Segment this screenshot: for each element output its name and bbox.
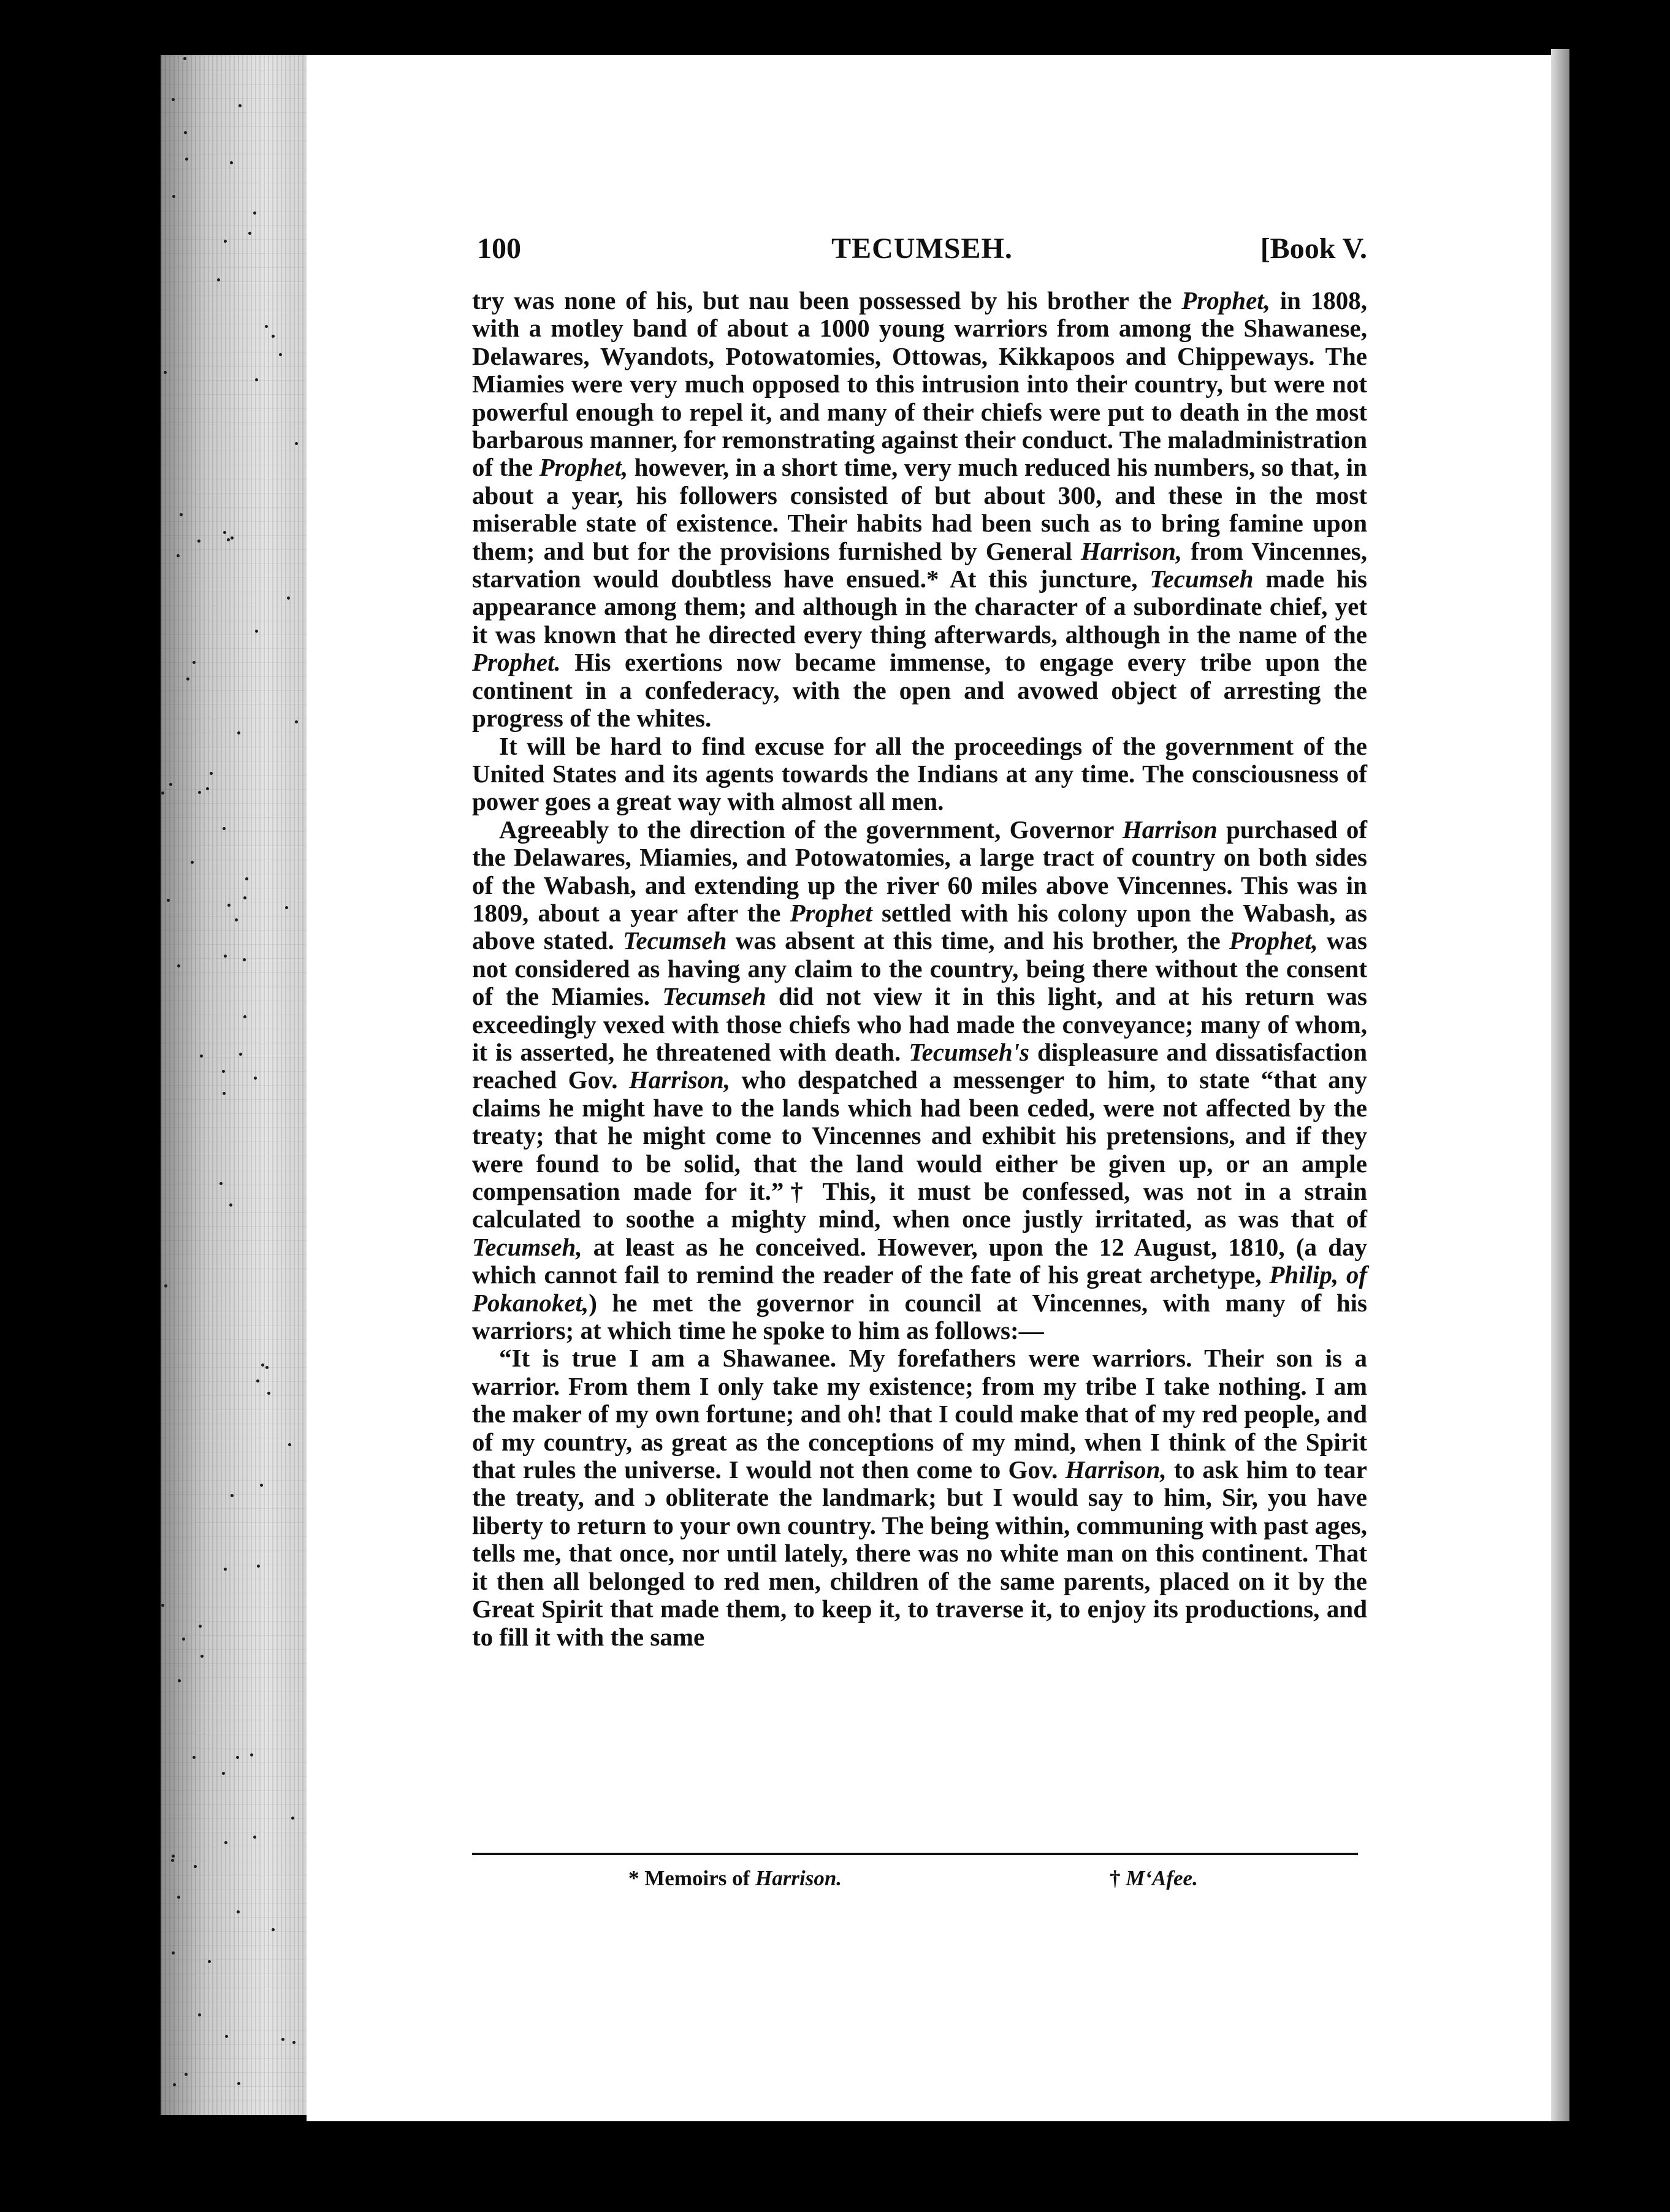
edge-speck: [180, 513, 183, 516]
edge-speck: [219, 1182, 223, 1185]
edge-speck: [164, 371, 167, 374]
text-run: in 1808, with a motley band of about a 1000 young warriors from among the Shawanese, Delawares, Wyandots, Potowatomies, Ottowas, Kikkapoos and Chippeways. The Miamies were very much opposed to this intrusion into their country, but were not powerful enough to repel it, and many of their chiefs were put to death in the most barbarous manner, for remonstrating against their conduct. The maladministration of the: [472, 286, 1367, 482]
italic-text: Harrison,: [628, 1066, 731, 1094]
edge-speck: [272, 335, 275, 338]
edge-speck: [245, 877, 248, 880]
edge-speck: [285, 906, 288, 909]
italic-text: Prophet: [790, 898, 872, 927]
text-run: “It is true I am a Shawanee. My forefathers were warriors. Their son is a warrior. From them I only take my existence; from my tribe I take nothing. I am the maker of my own fortune; and oh! that I could make that of my red people, and of my country, as great as the conceptions of my mind, when I think of the Spirit that rules the universe. I would not then come to Gov.: [472, 1344, 1367, 1484]
edge-speck: [255, 630, 258, 633]
italic-text: Philip, of Pokanoket,: [472, 1260, 1367, 1317]
text-run: His exertions now became immense, to engage every tribe upon the continent in a confederacy, with the open and avowed object of arresting the progress of the whites.: [472, 648, 1367, 733]
italic-text: Tecumseh's: [909, 1037, 1030, 1066]
edge-speck: [257, 1565, 260, 1568]
edge-speck: [224, 240, 227, 243]
edge-speck: [198, 2013, 201, 2016]
footnote-memoirs: [628, 1866, 842, 1891]
edge-speck: [206, 787, 209, 790]
edge-speck: [272, 1928, 275, 1931]
edge-speck: [295, 720, 298, 723]
edge-speck: [173, 2083, 176, 2086]
edge-speck: [185, 158, 188, 161]
edge-speck: [191, 861, 194, 864]
paragraph: [472, 733, 1367, 816]
edge-speck: [223, 531, 226, 534]
edge-speck: [256, 1379, 259, 1382]
edge-speck: [185, 2073, 188, 2076]
edge-speck: [193, 661, 196, 664]
edge-speck: [243, 1015, 246, 1018]
italic-text: Tecumseh,: [472, 1232, 582, 1261]
text-run: to ask him to tear the treaty, and ɔ obliterate the landmark; but I would say to him, Sir, you have liberty to return to your own country. The being within, communing with past ages, tells me, that once, nor until lately, there was no white man on this continent. That it then all belonged to red men, children of the same parents, placed on it by the Great Spirit that made them, to keep it, to traverse it, to enjoy its productions, and to fill it with the same: [472, 1455, 1367, 1651]
edge-speck: [292, 2041, 295, 2044]
edge-speck: [230, 161, 233, 164]
footnote-prefix: †: [1110, 1866, 1126, 1890]
text-run: did not view it in this light, and at his return was exceedingly vexed with those chiefs who had made the conveyance; many of whom, it is asserted, he threatened with death.: [472, 982, 1367, 1066]
italic-text: Harrison,: [1080, 536, 1183, 565]
edge-speck: [223, 1092, 226, 1095]
edge-speck: [239, 1053, 242, 1056]
text-run: settled with his colony upon the Wabash, as above stated.: [472, 898, 1367, 955]
edge-speck: [287, 597, 290, 600]
text-run: at least as he conceived. However, upon the 12 August, 1810, (a day which cannot fail to remind the reader of the fate of his great archetype,: [472, 1232, 1367, 1289]
edge-speck: [235, 918, 238, 921]
edge-speck: [172, 1855, 175, 1858]
text-run: who despatched a messenger to him, to state “that any claims he might have to the lands which had been ceded, were not affected by the treaty; that he might come to Vincennes and exhibit his pretensions, and if they were found to be solid, that the land would either be given up, or an ample compensation made for it.”† This, it must be confessed, was not in a strain calculated to soothe a mighty mind, when once justly irritated, as was that of: [472, 1066, 1367, 1234]
text-run: however, in a short time, very much reduced his numbers, so that, in about a year, his followers consisted of but about 300, and these in the most miserable state of existence. Their habits had been such as to bring famine upon them; and but for the provisions furnished by General: [472, 453, 1367, 565]
edge-speck: [197, 540, 200, 543]
edge-speck: [172, 98, 175, 101]
edge-speck: [208, 1960, 211, 1963]
edge-speck: [243, 896, 246, 899]
edge-speck: [260, 1484, 263, 1487]
edge-speck: [193, 1756, 196, 1759]
text-run: from Vincennes, starvation would doubtless have ensued.* At this juncture,: [472, 536, 1367, 593]
edge-speck: [243, 958, 246, 961]
italic-text: Tecumseh: [623, 926, 727, 955]
footnote-mcafee: [1110, 1866, 1198, 1891]
edge-speck: [254, 1077, 257, 1080]
edge-speck: [164, 1284, 167, 1287]
right-page-edge: [1551, 49, 1569, 2121]
edge-speck: [265, 1366, 269, 1369]
italic-text: Tecumseh: [1150, 565, 1254, 593]
paragraph: [472, 1344, 1367, 1650]
text-run: It will be hard to find excuse for all the proceedings of the government of the United States and its agents towards the Indians at any time. The consciousness of power goes a great way with almost all men.: [472, 731, 1367, 816]
edge-speck: [225, 2035, 228, 2038]
edge-speck: [281, 2038, 284, 2041]
italic-text: Prophet,: [1229, 926, 1318, 955]
edge-speck: [236, 1756, 239, 1759]
paragraph: [472, 816, 1367, 1345]
edge-speck: [172, 195, 175, 198]
edge-speck: [238, 104, 242, 107]
edge-speck: [248, 232, 251, 235]
edge-speck: [231, 1494, 234, 1497]
italic-text: Harrison: [1122, 815, 1218, 844]
edge-speck: [178, 1679, 181, 1682]
edge-speck: [171, 1859, 174, 1862]
text-run: purchased of the Delawares, Miamies, and Potowatomies, a large tract of country on both sides of the Wabash, and extending up the river 60 miles above Vincennes. This was in 1809, about a year after the: [472, 815, 1367, 927]
page-number: 100: [477, 232, 521, 265]
italic-text: Prophet,: [539, 453, 628, 482]
italic-text: Harrison,: [1065, 1455, 1167, 1484]
edge-speck: [223, 827, 226, 830]
edge-speck: [161, 791, 164, 795]
edge-speck: [250, 1753, 253, 1756]
running-title: TECUMSEH.: [831, 232, 1013, 265]
edge-speck: [167, 899, 170, 902]
edge-speck: [222, 1772, 225, 1775]
body-text: [472, 287, 1367, 1651]
edge-speck: [217, 278, 220, 281]
edge-speck: [172, 1951, 175, 1955]
text-run: was absent at this time, and his brother, the: [726, 926, 1229, 955]
edge-speck: [224, 955, 227, 958]
edge-speck: [295, 442, 298, 445]
footnote-italic: M‘Afee.: [1126, 1866, 1198, 1890]
edge-speck: [200, 1055, 203, 1058]
edge-speck: [210, 772, 213, 775]
edge-speck: [182, 1638, 185, 1641]
italic-text: Prophet,: [1181, 286, 1270, 315]
footnote-prefix: * Memoirs of: [628, 1866, 756, 1890]
text-run: was not considered as having any claim to the country, being there without the consent of the Miamies.: [472, 926, 1367, 1011]
footnotes: [472, 1866, 1358, 1897]
edge-speck: [227, 904, 231, 907]
text-run: ) he met the governor in council at Vincennes, with many of his warriors; at which time he spoke to him as follows:—: [472, 1288, 1367, 1345]
paragraph: [472, 287, 1367, 733]
footnote-rule: [472, 1853, 1358, 1855]
edge-speck: [267, 1392, 270, 1395]
running-header: [477, 232, 1367, 269]
edge-speck: [227, 538, 230, 541]
text-run: Agreeably to the direction of the government, Governor: [499, 815, 1123, 844]
edge-speck: [194, 1865, 197, 1868]
edge-speck: [222, 1070, 225, 1073]
text-run: try was none of his, but nau been possessed by his brother the: [472, 286, 1182, 315]
edge-speck: [237, 731, 240, 734]
text-run: displeasure and dissatisfaction reached Gov.: [472, 1037, 1368, 1094]
edge-speck: [198, 791, 201, 794]
edge-speck: [237, 1910, 240, 1913]
edge-speck: [169, 783, 172, 786]
edge-speck: [224, 1568, 227, 1571]
edge-speck: [261, 1363, 264, 1367]
edge-speck: [177, 554, 180, 557]
edge-speck: [186, 677, 189, 681]
edge-speck: [224, 1841, 227, 1844]
edge-speck: [161, 1604, 164, 1607]
edge-speck: [291, 1817, 294, 1820]
edge-speck: [200, 1655, 204, 1658]
text-run: made his appearance among them; and although in the character of a subordinate chief, yet it was known that he directed every thing afterwards, although in the name of the: [472, 565, 1367, 649]
edge-speck: [255, 378, 258, 381]
edge-speck: [177, 964, 180, 967]
edge-speck: [177, 1896, 180, 1899]
edge-speck: [237, 2082, 240, 2085]
edge-speck: [279, 353, 282, 356]
edge-speck: [184, 131, 187, 134]
edge-speck: [288, 1443, 291, 1446]
italic-text: Tecumseh: [662, 982, 766, 1011]
edge-speck: [231, 536, 234, 540]
page-stack-edge: [161, 55, 313, 2115]
edge-speck: [183, 57, 186, 60]
edge-speck: [253, 1836, 256, 1839]
italic-text: Prophet.: [472, 648, 561, 677]
edge-speck: [265, 325, 268, 328]
footnote-italic: Harrison.: [755, 1866, 842, 1890]
edge-speck: [253, 212, 256, 215]
edge-speck: [199, 1625, 202, 1628]
edge-speck: [229, 1203, 232, 1207]
book-label: [Book V.: [1260, 232, 1367, 265]
